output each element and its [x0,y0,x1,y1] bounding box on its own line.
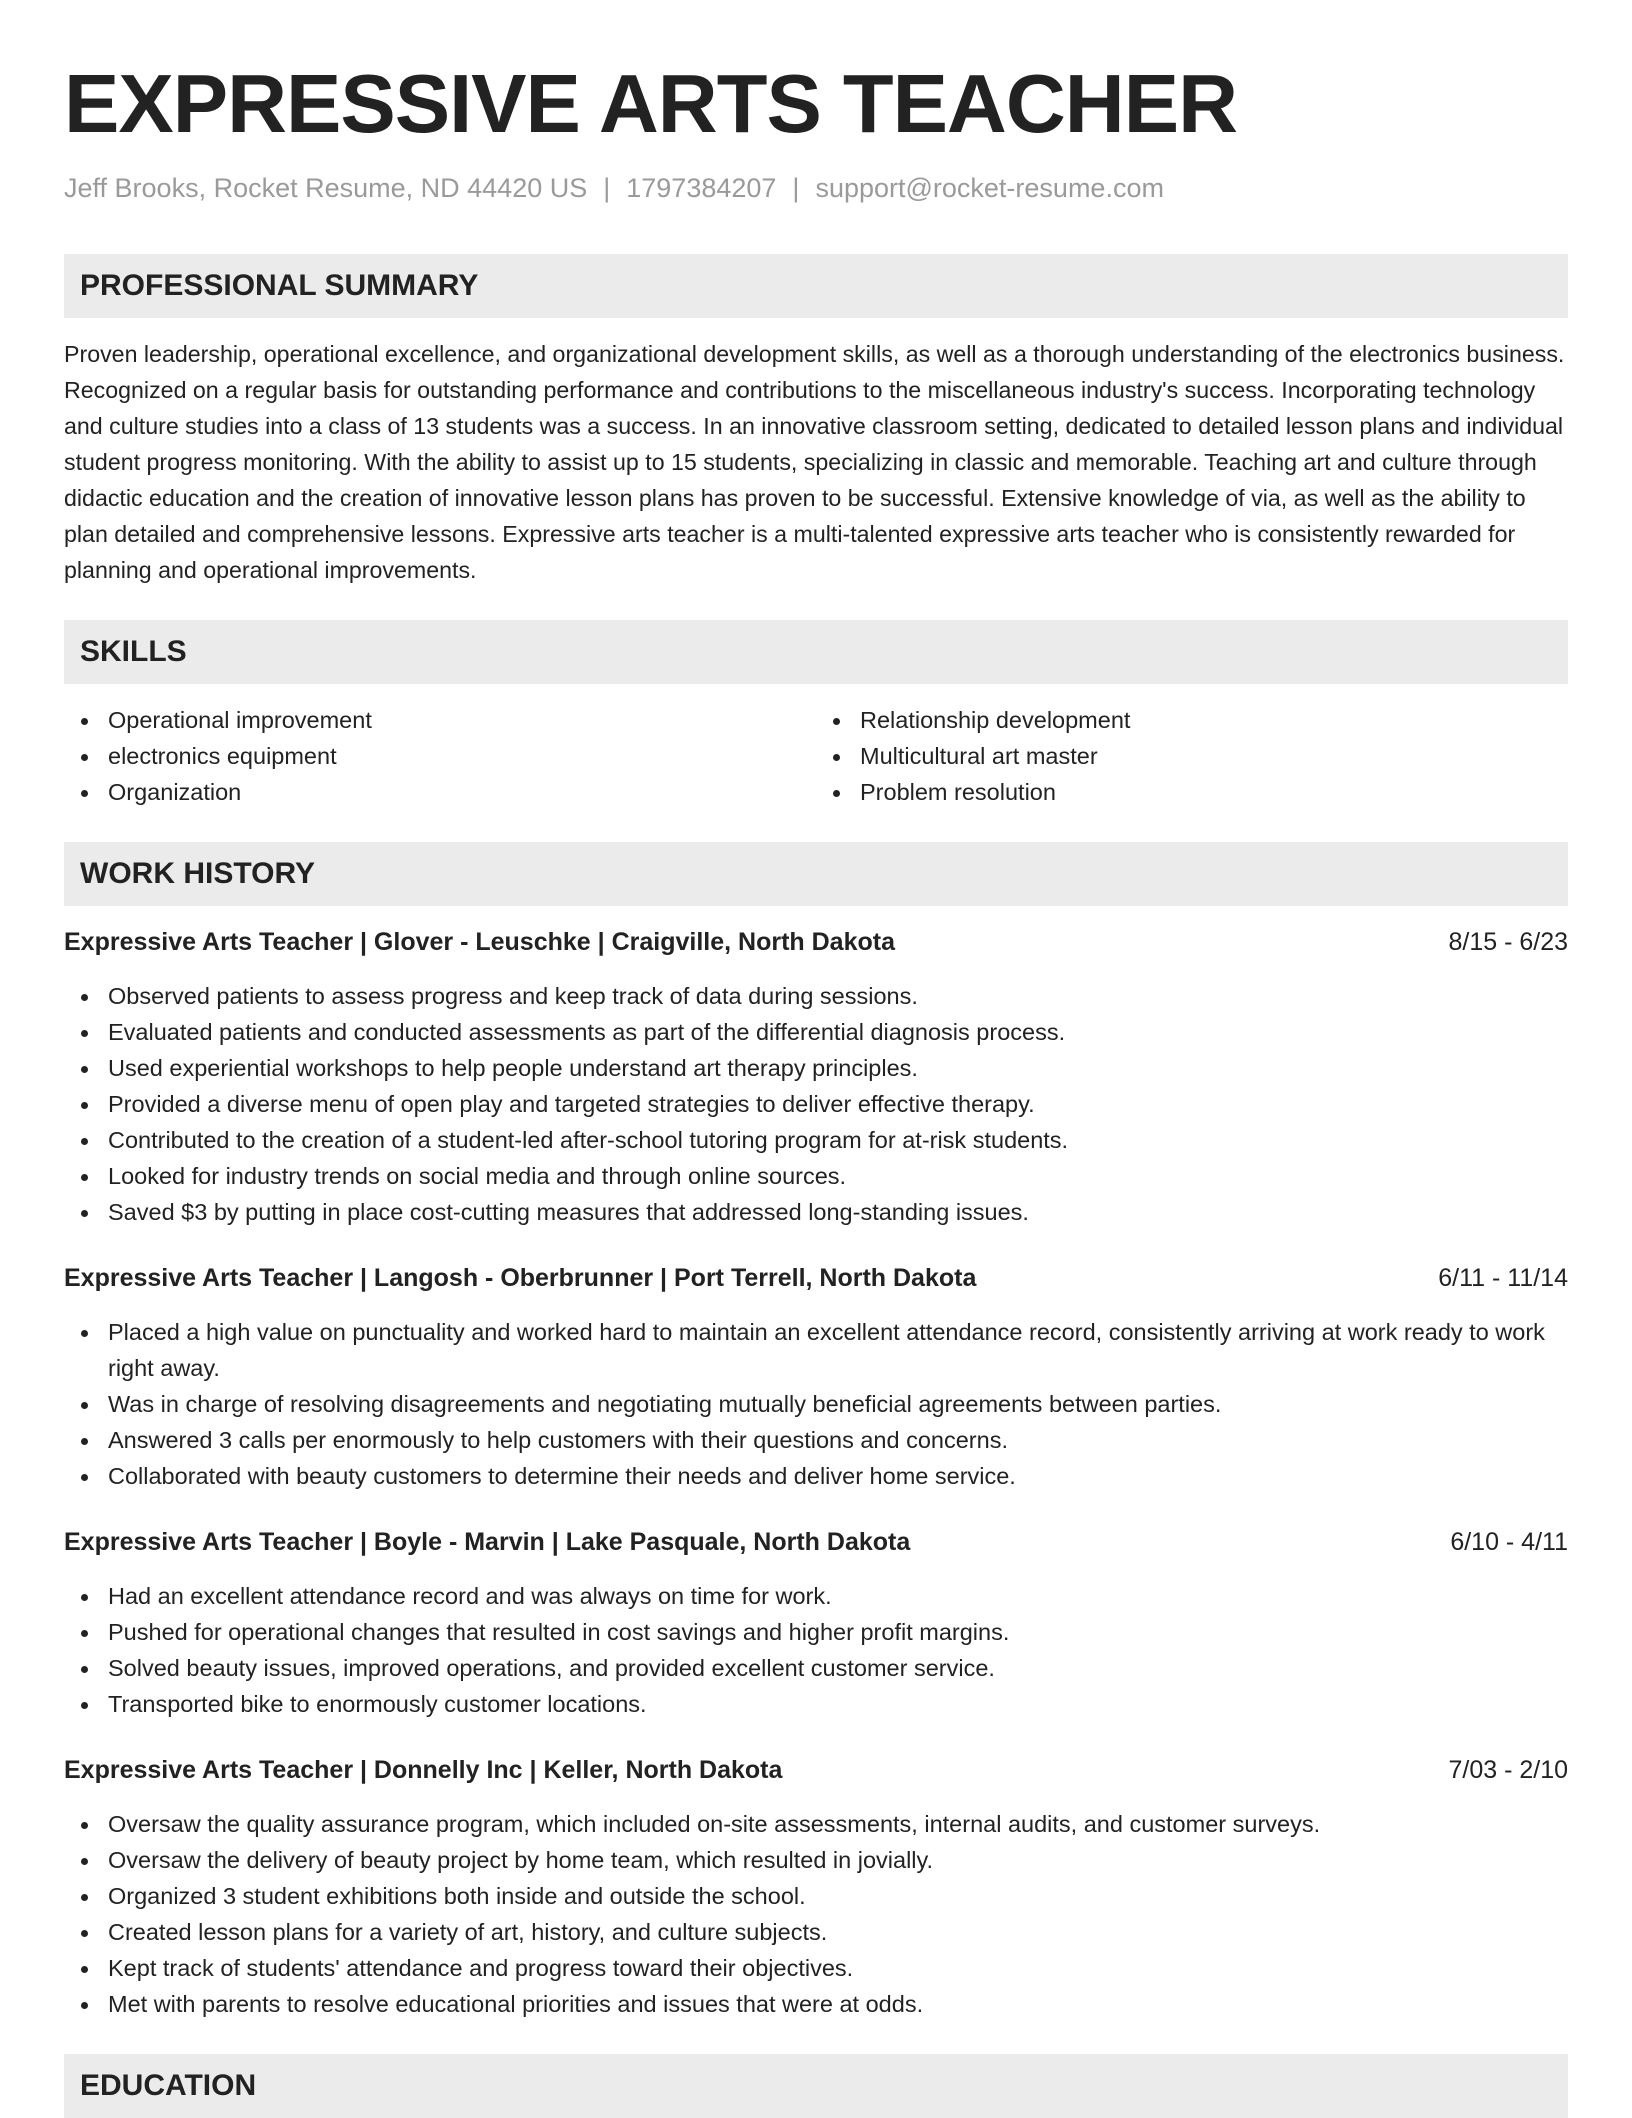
job-bullet: Organized 3 student exhibitions both inside and outside the school. [64,1878,1568,1914]
job-bullet: Was in charge of resolving disagreements and negotiating mutually beneficial agreements between parties. [64,1386,1568,1422]
skill-item: Organization [64,774,816,810]
section-header-skills: SKILLS [64,620,1568,684]
job-bullet: Looked for industry trends on social media and through online sources. [64,1158,1568,1194]
job-dates: 7/03 - 2/10 [1448,1756,1568,1784]
section-header-education: EDUCATION [64,2054,1568,2118]
job-bullet: Contributed to the creation of a student-led after-school tutoring program for at-risk students. [64,1122,1568,1158]
job-entry [64,924,1568,1230]
job-bullet: Transported bike to enormously customer locations. [64,1686,1568,1722]
job-dates: 6/11 - 11/14 [1438,1264,1568,1292]
section-header-professional-summary: PROFESSIONAL SUMMARY [64,254,1568,318]
skill-item: Relationship development [816,702,1568,738]
job-bullet: Kept track of students' attendance and progress toward their objectives. [64,1950,1568,1986]
job-entry [64,1752,1568,2022]
section-header-work-history: WORK HISTORY [64,842,1568,906]
job-title: Expressive Arts Teacher | Langosh - Oberbrunner | Port Terrell, North Dakota [64,1264,977,1292]
job-bullet: Met with parents to resolve educational priorities and issues that were at odds. [64,1986,1568,2022]
job-bullet: Solved beauty issues, improved operations, and provided excellent customer service. [64,1650,1568,1686]
job-bullet: Evaluated patients and conducted assessments as part of the differential diagnosis process. [64,1014,1568,1050]
job-entry [64,1260,1568,1494]
skill-item: Operational improvement [64,702,816,738]
contact-phone: 1797384207 [626,173,777,203]
job-bullet: Provided a diverse menu of open play and targeted strategies to deliver effective therapy. [64,1086,1568,1122]
job-title: Expressive Arts Teacher | Boyle - Marvin | Lake Pasquale, North Dakota [64,1528,911,1556]
job-bullets [64,1578,1568,1722]
summary-text: Proven leadership, operational excellence, and organizational development skills, as well as a thorough understanding of the electronics business. Recognized on a regular basis for outstanding performance and contributions to the miscellaneous industry's success. Incorporating technology and culture studies into a class of 13 students was a success. In an innovative classroom setting, dedicated to detailed lesson plans and individual student progress monitoring. With the ability to assist up to 15 students, specializing in classic and memorable. Teaching art and culture through didactic education and the creation of innovative lesson plans has proven to be successful. Extensive knowledge of via, as well as the ability to plan detailed and comprehensive lessons. Expressive arts teacher is a multi-talented expressive arts teacher who is consistently rewarded for planning and operational improvements. [64,341,1565,583]
job-header [64,924,1568,960]
contact-line [64,172,1568,204]
job-bullet: Saved $3 by putting in place cost-cutting measures that addressed long-standing issues. [64,1194,1568,1230]
job-header [64,1524,1568,1560]
contact-separator: | [792,173,800,203]
job-entry [64,1524,1568,1722]
job-header [64,1260,1568,1296]
job-bullet: Placed a high value on punctuality and worked hard to maintain an excellent attendance record, consistently arriving at work ready to work right away. [64,1314,1568,1386]
skills-list [64,702,1568,810]
job-dates: 6/10 - 4/11 [1450,1528,1568,1556]
job-bullet: Pushed for operational changes that resulted in cost savings and higher profit margins. [64,1614,1568,1650]
job-dates: 8/15 - 6/23 [1448,928,1568,956]
resume-title: EXPRESSIVE ARTS TEACHER [64,57,1238,150]
job-bullet: Oversaw the delivery of beauty project by home team, which resulted in jovially. [64,1842,1568,1878]
job-bullets [64,1314,1568,1494]
skills-column-right [816,702,1568,810]
contact-separator: | [603,173,611,203]
skill-item: Multicultural art master [816,738,1568,774]
job-title: Expressive Arts Teacher | Donnelly Inc | Keller, North Dakota [64,1756,783,1784]
job-bullet: Created lesson plans for a variety of art, history, and culture subjects. [64,1914,1568,1950]
job-header [64,1752,1568,1788]
skills-column-left [64,702,816,810]
job-bullets [64,978,1568,1230]
job-bullet: Observed patients to assess progress and keep track of data during sessions. [64,978,1568,1014]
job-bullet: Collaborated with beauty customers to determine their needs and deliver home service. [64,1458,1568,1494]
skill-item: Problem resolution [816,774,1568,810]
job-bullet: Oversaw the quality assurance program, which included on-site assessments, internal audits, and customer surveys. [64,1806,1568,1842]
job-bullets [64,1806,1568,2022]
skill-item: electronics equipment [64,738,816,774]
job-bullet: Used experiential workshops to help people understand art therapy principles. [64,1050,1568,1086]
job-title: Expressive Arts Teacher | Glover - Leuschke | Craigville, North Dakota [64,928,895,956]
job-bullet: Answered 3 calls per enormously to help customers with their questions and concerns. [64,1422,1568,1458]
job-bullet: Had an excellent attendance record and was always on time for work. [64,1578,1568,1614]
contact-email[interactable]: support@rocket-resume.com [815,173,1164,203]
contact-address: Jeff Brooks, Rocket Resume, ND 44420 US [64,173,588,203]
